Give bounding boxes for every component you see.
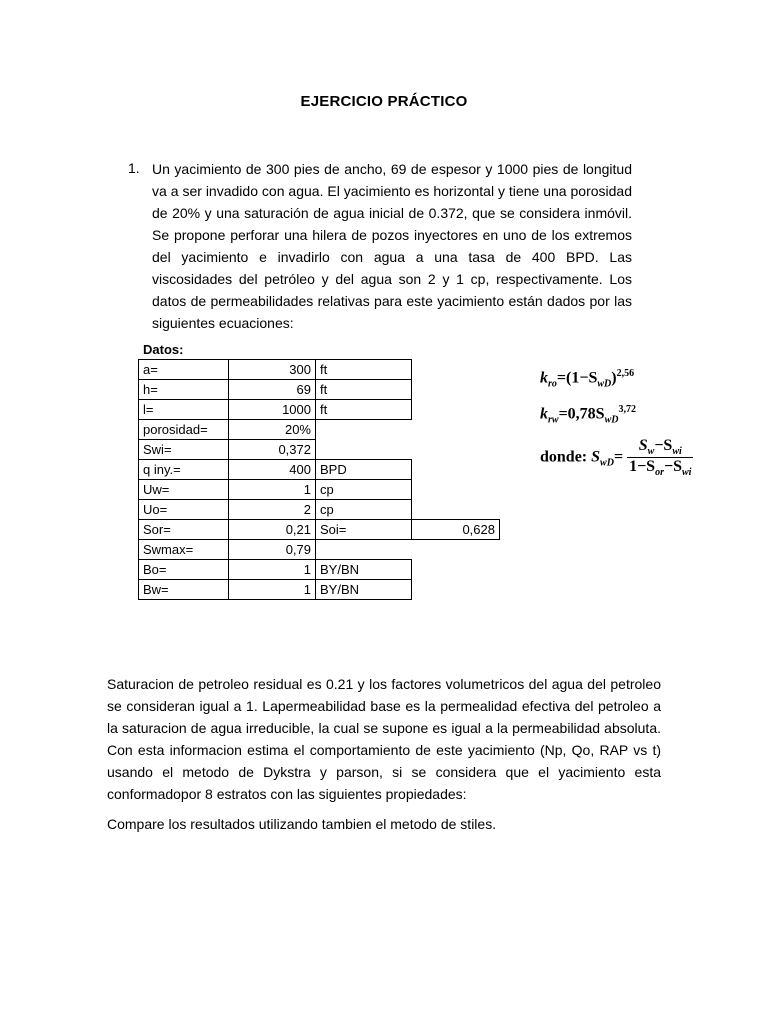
table-cell-unit: cp: [315, 499, 412, 520]
swd-equation: [540, 437, 693, 478]
table-cell-unit: BPD: [315, 459, 412, 480]
swd-numerator: [627, 437, 693, 458]
table-cell-extra: 0,628: [411, 519, 500, 540]
table-cell-unit: BY/BN: [315, 579, 412, 600]
swd-fraction: [627, 437, 693, 478]
den-or-sub: or: [655, 467, 664, 479]
table-cell-unit: cp: [315, 479, 412, 500]
table-cell-name: q iny.=: [138, 459, 229, 480]
table-cell-unit: ft: [315, 359, 412, 380]
table-cell-value: 1: [228, 479, 316, 500]
table-cell-name: Uo=: [138, 499, 229, 520]
table-cell-name: Bo=: [138, 559, 229, 580]
problem-statement: Un yacimiento de 300 pies de ancho, 69 de espesor y 1000 pies de longitud va a ser invadido con agua. El yacimiento es horizontal y tiene una porosidad de 20% y una saturación de agua inicial de 0.372, que se considera inmóvil. Se propone perforar una hilera de pozos inyectores en uno de los extremos del yacimiento e invadirlo con agua a una tasa de 400 BPD. Las viscosidades del petróleo y del agua son 2 y 1 cp, respectivamente. Los datos de permeabilidades relativas para este yacimiento están dados por las siguientes ecuaciones:: [152, 161, 632, 331]
paragraph-3: Compare los resultados utilizando tambien el metodo de stiles.: [107, 816, 497, 832]
krw-k-sub: rw: [548, 414, 559, 426]
table-cell-value: 1: [228, 579, 316, 600]
table-cell-name: Uw=: [138, 479, 229, 500]
kro-s-sub: wD: [597, 378, 612, 390]
table-cell-unit: BY/BN: [315, 559, 412, 580]
krw-s-sub: wD: [604, 414, 619, 426]
krw-exp: 3,72: [618, 404, 636, 415]
kro-close: ): [611, 369, 617, 387]
problem-number: 1.: [128, 160, 140, 176]
table-cell-name: Swmax=: [138, 539, 229, 560]
kro-exp: 2,56: [616, 368, 635, 379]
table-cell-name: h=: [138, 379, 229, 400]
paragraph-2: Saturacion de petroleo residual es 0.21 y los factores volumetricos del agua del petroleo se consideran igual a 1. Lapermeabilidad base es la permealidad efectiva del petroleo a la saturacion de agua irreducible, la cual se supone es igual a la permeabilidad absoluta. Con esta informacion estima el comportamiento de este yacimiento (Np, Qo, RAP vs t) usando el metodo de Dykstra y parson, si se considera que el yacimiento esta conformadopor 8 estratos con las siguientes propiedades:: [107, 676, 661, 802]
donde-label: donde:: [540, 448, 588, 466]
kro-k-sub: ro: [548, 378, 557, 390]
table-cell-name: l=: [138, 399, 229, 420]
table-cell-value: 1000: [228, 399, 316, 420]
table-cell-value: 2: [228, 499, 316, 520]
den-a: 1−S: [629, 458, 656, 476]
den-wi-sub: wi: [682, 467, 692, 479]
kro-equation: [540, 368, 634, 390]
swd-s-sub: wD: [600, 457, 614, 469]
table-cell-name: Sor=: [138, 519, 229, 540]
kro-k: k: [540, 369, 548, 387]
table-cell-unit: ft: [315, 379, 412, 400]
table-cell-value: 1: [228, 559, 316, 580]
table-cell-value: 0,372: [228, 439, 316, 460]
table-cell-name: porosidad=: [138, 419, 229, 440]
table-cell-value: 300: [228, 359, 316, 380]
table-cell-value: 400: [228, 459, 316, 480]
page-title: EJERCICIO PRÁCTICO: [300, 93, 468, 110]
kro-eq: =(1−S: [556, 369, 598, 387]
krw-equation: [540, 404, 636, 426]
krw-eq: =0,78S: [558, 405, 605, 423]
table-cell-unit: Soi=: [315, 519, 412, 540]
table-cell-value: 69: [228, 379, 316, 400]
num-swi-sub: wi: [672, 446, 682, 458]
swd-s: S: [591, 448, 601, 466]
krw-k: k: [540, 405, 548, 423]
table-cell-value: 20%: [228, 419, 316, 440]
datos-label: Datos:: [143, 342, 184, 357]
den-minus: −S: [663, 458, 682, 476]
swd-denominator: [627, 458, 693, 478]
num-s-sub: w: [647, 446, 655, 458]
swd-eq: =: [613, 448, 624, 466]
table-cell-name: a=: [138, 359, 229, 380]
table-cell-name: Swi=: [138, 439, 229, 460]
table-cell-value: 0,79: [228, 539, 316, 560]
table-cell-unit: ft: [315, 399, 412, 420]
num-s: S: [638, 437, 648, 454]
table-cell-value: 0,21: [228, 519, 316, 540]
num-minus: −S: [654, 437, 673, 454]
table-cell-name: Bw=: [138, 579, 229, 600]
